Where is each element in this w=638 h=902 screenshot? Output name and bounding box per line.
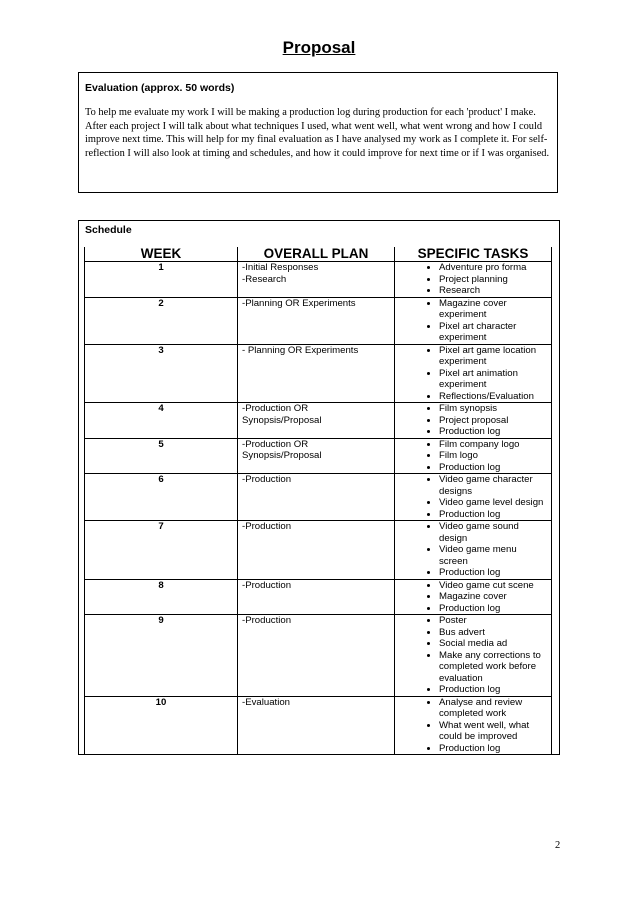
list-item: • Research	[439, 285, 547, 297]
tasks-cell	[395, 262, 552, 298]
header-overall-plan: OVERALL PLAN	[238, 247, 395, 262]
table-row	[85, 474, 552, 521]
list-item: • Production log	[439, 509, 547, 521]
list-item: • Magazine cover	[439, 591, 547, 603]
schedule-table	[84, 247, 552, 755]
plan-cell: -Production	[238, 521, 395, 580]
list-item: • Video game cut scene	[439, 580, 547, 592]
tasks-cell	[395, 521, 552, 580]
list-item: • Production log	[439, 426, 547, 438]
plan-cell: -Evaluation	[238, 696, 395, 755]
table-row	[85, 344, 552, 403]
tasks-cell	[395, 297, 552, 344]
task-list	[399, 403, 547, 438]
list-item: • Production log	[439, 567, 547, 579]
list-item: • Production log	[439, 462, 547, 474]
task-list	[399, 474, 547, 520]
plan-cell: -Production	[238, 615, 395, 697]
schedule-rows	[85, 262, 552, 755]
list-item: • Film company logo	[439, 439, 547, 451]
tasks-cell	[395, 579, 552, 615]
list-item: • Production log	[439, 743, 547, 755]
week-cell: 5	[85, 438, 238, 474]
plan-cell: -Initial Responses -Research	[238, 262, 395, 298]
task-list	[399, 345, 547, 403]
table-row	[85, 403, 552, 439]
list-item: • Video game level design	[439, 497, 547, 509]
tasks-cell	[395, 344, 552, 403]
task-list	[399, 262, 547, 297]
plan-cell: - Planning OR Experiments	[238, 344, 395, 403]
week-cell: 4	[85, 403, 238, 439]
list-item: • Pixel art animation experiment	[439, 368, 547, 391]
list-item: • Pixel art character experiment	[439, 321, 547, 344]
week-cell: 2	[85, 297, 238, 344]
list-item: • Social media ad	[439, 638, 547, 650]
table-row	[85, 438, 552, 474]
week-cell: 1	[85, 262, 238, 298]
list-item: • Analyse and review completed work	[439, 697, 547, 720]
task-list	[399, 697, 547, 755]
task-list	[399, 521, 547, 579]
list-item: • Bus advert	[439, 627, 547, 639]
list-item: • Production log	[439, 684, 547, 696]
list-item: • Project proposal	[439, 415, 547, 427]
schedule-header-row	[85, 247, 552, 262]
header-specific-tasks: SPECIFIC TASKS	[395, 247, 552, 262]
list-item: • What went well, what could be improved	[439, 720, 547, 743]
tasks-cell	[395, 438, 552, 474]
list-item: • Pixel art game location experiment	[439, 345, 547, 368]
list-item: • Video game menu screen	[439, 544, 547, 567]
list-item: • Video game character designs	[439, 474, 547, 497]
task-list	[399, 298, 547, 344]
list-item: • Reflections/Evaluation	[439, 391, 547, 403]
week-cell: 3	[85, 344, 238, 403]
plan-cell: -Planning OR Experiments	[238, 297, 395, 344]
list-item: • Magazine cover experiment	[439, 298, 547, 321]
page-title: Proposal	[282, 38, 356, 57]
week-cell: 6	[85, 474, 238, 521]
list-item: • Film logo	[439, 450, 547, 462]
table-row	[85, 615, 552, 697]
plan-cell: -Production OR Synopsis/Proposal	[238, 438, 395, 474]
table-row	[85, 297, 552, 344]
page-number: 2	[555, 840, 561, 851]
task-list	[399, 439, 547, 474]
evaluation-body: To help me evaluate my work I will be making a production log during production for each 'product' I make. After each project I will talk about what techniques I used, what went well, what went wrong and how I could improve next time. This will help for my final evaluation as I have analysed my work as I complete it. For self-reflection I will also look at timing and schedules, and how it could improve for next time or if I was organised.	[85, 107, 550, 159]
plan-cell: -Production	[238, 474, 395, 521]
table-row	[85, 696, 552, 755]
plan-cell: -Production OR Synopsis/Proposal	[238, 403, 395, 439]
plan-cell: -Production	[238, 579, 395, 615]
list-item: • Video game sound design	[439, 521, 547, 544]
schedule-box	[78, 220, 560, 755]
table-row	[85, 579, 552, 615]
week-cell: 10	[85, 696, 238, 755]
tasks-cell	[395, 474, 552, 521]
week-cell: 8	[85, 579, 238, 615]
schedule-heading: Schedule	[85, 224, 132, 236]
tasks-cell	[395, 696, 552, 755]
list-item: • Poster	[439, 615, 547, 627]
week-cell: 7	[85, 521, 238, 580]
week-cell: 9	[85, 615, 238, 697]
list-item: • Adventure pro forma	[439, 262, 547, 274]
task-list	[399, 580, 547, 615]
table-row	[85, 262, 552, 298]
tasks-cell	[395, 615, 552, 697]
list-item: • Project planning	[439, 274, 547, 286]
list-item: • Make any corrections to completed work before evaluation	[439, 650, 547, 685]
tasks-cell	[395, 403, 552, 439]
header-week: WEEK	[85, 247, 238, 262]
evaluation-box	[78, 72, 558, 193]
table-row	[85, 521, 552, 580]
list-item: • Film synopsis	[439, 403, 547, 415]
task-list	[399, 615, 547, 696]
evaluation-heading: Evaluation (approx. 50 words)	[85, 82, 235, 94]
list-item: • Production log	[439, 603, 547, 615]
